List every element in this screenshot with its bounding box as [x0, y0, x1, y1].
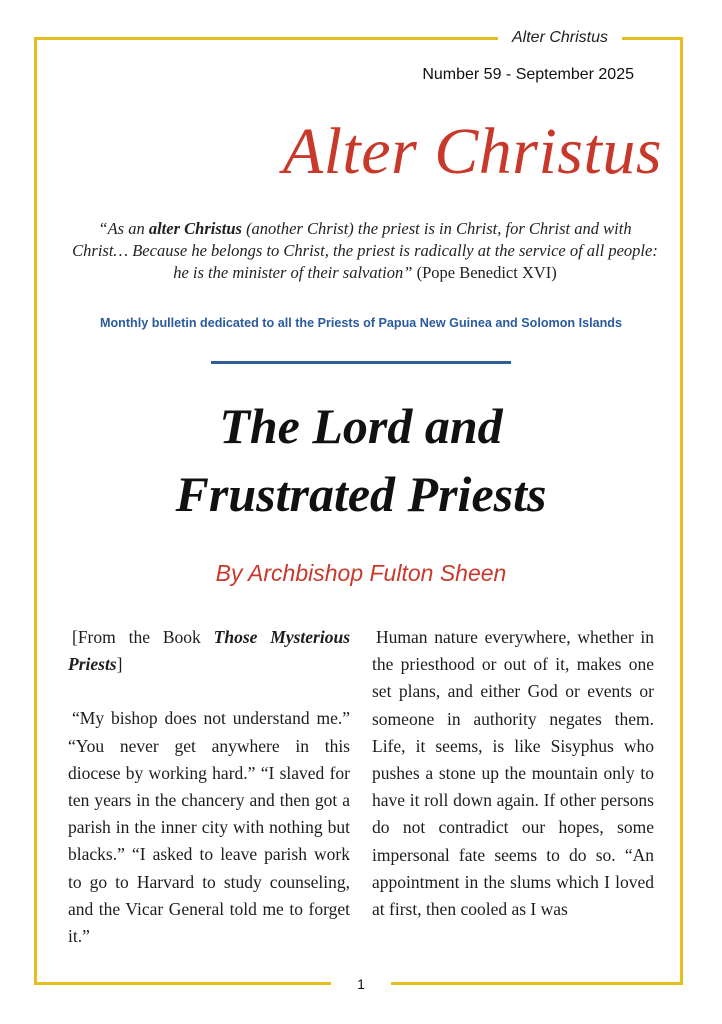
epigraph-bold: alter Christus — [148, 219, 242, 238]
source-close: ] — [116, 654, 123, 675]
article-title-line-1: The Lord and — [219, 398, 503, 454]
article-title-line-2: Frustrated Priests — [175, 466, 547, 522]
epigraph-text: (another Christ) the priest is in Christ, for Christ and with Christ… Because he belongs to Christ, the priest is radically at the service of all people: he is the minister of their salvation” — [72, 219, 658, 282]
paragraph-gap — [68, 678, 350, 705]
paragraph-left: “My bishop does not understand me.” “You never get anywhere in this diocese by working hard.” “I slaved for ten years in the chancery and then got a parish in the inner city with nothing but blacks.” “I asked to leave parish work to go to Harvard to study counseling, and the Vicar General told me to forget it.” — [68, 708, 350, 947]
page-number: 1 — [331, 972, 391, 996]
article-column-left — [68, 624, 350, 950]
epigraph-open: “As an — [98, 219, 149, 238]
divider-rule — [211, 361, 511, 364]
source-open: [From the Book — [72, 627, 214, 647]
epigraph-attribution: (Pope Benedict XVI) — [412, 263, 557, 282]
paragraph-right: Human nature everywhere, whether in the priesthood or out of it, makes one set plans, and either God or events or someone in authority negates them. Life, it seems, is like Sisyphus who pushes a stone up the mountain only to have it roll down again. If other persons do not contradict our hopes, some impersonal fate seems to do so. “An appointment in the slums which I loved at first, then cooled as I was — [372, 627, 654, 920]
epigraph-quote — [70, 218, 660, 284]
article-title — [40, 392, 682, 528]
article-byline: By Archbishop Fulton Sheen — [215, 560, 507, 586]
article-column-right — [372, 624, 654, 923]
masthead-title: Alter Christus — [282, 115, 662, 188]
bulletin-subtitle: Monthly bulletin dedicated to all the Priests of Papua New Guinea and Solomon Islands — [99, 316, 622, 330]
issue-number-date: Number 59 - September 2025 — [422, 66, 634, 83]
source-book-title: Those Mysterious Priests — [68, 627, 351, 675]
source-note — [68, 624, 350, 678]
running-header-title: Alter Christus — [498, 28, 622, 48]
